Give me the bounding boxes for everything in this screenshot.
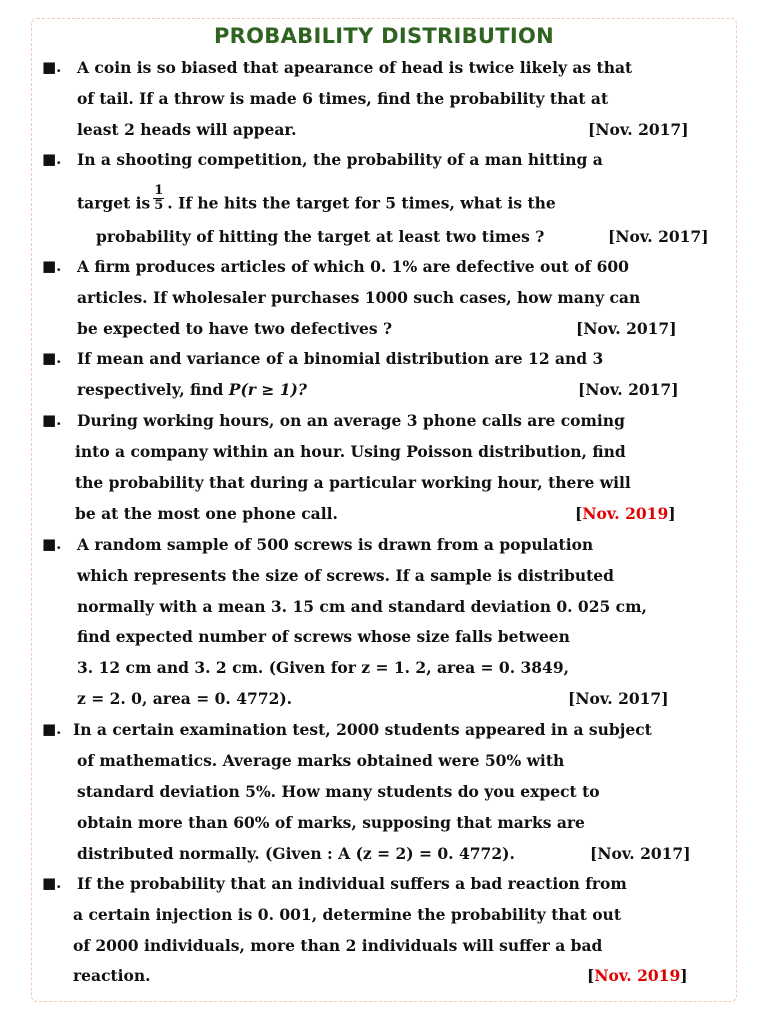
- bullet-icon: ■.: [42, 150, 62, 168]
- exam-reference: [Nov. 2017]: [568, 689, 669, 708]
- question-text: In a certain examination test, 2000 students appeared in a subject: [73, 720, 652, 739]
- question-2: [0, 150, 768, 181]
- ref-year-highlight: Nov. 2019: [582, 504, 669, 523]
- question-3-line-2: [0, 288, 768, 319]
- question-text: A random sample of 500 screws is drawn from a population: [77, 535, 594, 554]
- fraction-numerator: 1: [154, 183, 164, 198]
- bullet-icon: ■.: [42, 257, 62, 275]
- question-4-line-2: [0, 380, 768, 411]
- ref-bracket-open: [: [575, 504, 583, 523]
- question-6-line-6: [0, 689, 768, 720]
- bullet-icon: ■.: [42, 58, 62, 76]
- ref-bracket-close: ]: [680, 966, 688, 985]
- question-7-line-4: [0, 813, 768, 844]
- question-7-line-5: [0, 844, 768, 875]
- exam-reference: [Nov. 2017]: [590, 844, 691, 863]
- question-text: probability of hitting the target at least two times ?: [96, 227, 545, 246]
- question-text: If mean and variance of a binomial distribution are 12 and 3: [77, 349, 604, 368]
- question-6-line-3: [0, 597, 768, 628]
- question-text: normally with a mean 3. 15 cm and standard deviation 0. 025 cm,: [77, 597, 647, 616]
- bullet-icon: ■.: [42, 349, 62, 367]
- question-7-line-2: [0, 751, 768, 782]
- page-title: PROBABILITY DISTRIBUTION: [213, 24, 555, 48]
- question-text: a certain injection is 0. 001, determine the probability that out: [73, 905, 621, 924]
- math-expression: P(r ≥ 1)?: [228, 380, 307, 399]
- question-5: [0, 411, 768, 442]
- question-5-line-4: [0, 504, 768, 535]
- question-2-line-3: [0, 227, 768, 258]
- question-text-part: target is: [77, 193, 151, 213]
- exam-reference: [587, 966, 688, 985]
- ref-year-highlight: Nov. 2019: [594, 966, 681, 985]
- question-text: least 2 heads will appear.: [77, 120, 297, 139]
- question-text: z = 2. 0, area = 0. 4772).: [77, 689, 293, 708]
- exam-reference: [575, 504, 676, 523]
- question-6-line-4: [0, 627, 768, 658]
- question-6-line-2: [0, 566, 768, 597]
- question-text: [77, 380, 307, 399]
- question-text: the probability that during a particular working hour, there will: [75, 473, 631, 492]
- question-text: [77, 183, 556, 219]
- bullet-icon: ■.: [42, 411, 62, 429]
- fraction: [153, 184, 164, 213]
- question-text: distributed normally. (Given : A (z = 2) = 0. 4772).: [77, 844, 515, 863]
- bullet-icon: ■.: [42, 874, 62, 892]
- question-4: [0, 349, 768, 380]
- question-text: standard deviation 5%. How many students do you expect to: [77, 782, 600, 801]
- question-6: [0, 535, 768, 566]
- question-text: A firm produces articles of which 0. 1% are defective out of 600: [77, 257, 629, 276]
- exam-reference: [Nov. 2017]: [588, 120, 689, 139]
- question-text: During working hours, on an average 3 phone calls are coming: [77, 411, 625, 430]
- question-text: reaction.: [73, 966, 151, 985]
- question-text: 3. 12 cm and 3. 2 cm. (Given for z = 1. 2, area = 0. 3849,: [77, 658, 570, 677]
- question-8-line-4: [0, 966, 768, 997]
- question-8-line-3: [0, 936, 768, 967]
- question-text: In a shooting competition, the probability of a man hitting a: [77, 150, 603, 169]
- ref-bracket-close: ]: [668, 504, 676, 523]
- question-text: of 2000 individuals, more than 2 individuals will suffer a bad: [73, 936, 603, 955]
- question-3: [0, 257, 768, 288]
- question-1: [0, 58, 768, 89]
- question-3-line-3: [0, 319, 768, 350]
- question-text-part: respectively, find: [77, 380, 224, 399]
- question-text: of mathematics. Average marks obtained were 50% with: [77, 751, 565, 770]
- question-5-line-2: [0, 442, 768, 473]
- question-text: be expected to have two defectives ?: [77, 319, 393, 338]
- question-text: into a company within an hour. Using Poisson distribution, find: [75, 442, 626, 461]
- ref-bracket-open: [: [587, 966, 595, 985]
- question-2-line-2: [0, 183, 768, 226]
- question-1-line-2: [0, 89, 768, 120]
- question-text-part: . If he hits the target for 5 times, what is the: [167, 193, 556, 213]
- question-6-line-5: [0, 658, 768, 689]
- question-1-line-3: [0, 120, 768, 151]
- question-text: articles. If wholesaler purchases 1000 such cases, how many can: [77, 288, 641, 307]
- exam-reference: [Nov. 2017]: [576, 319, 677, 338]
- question-text: If the probability that an individual suffers a bad reaction from: [77, 874, 627, 893]
- question-text: find expected number of screws whose size falls between: [77, 627, 570, 646]
- question-text: of tail. If a throw is made 6 times, find the probability that at: [77, 89, 609, 108]
- question-text: obtain more than 60% of marks, supposing that marks are: [77, 813, 585, 832]
- question-8-line-2: [0, 905, 768, 936]
- question-text: A coin is so biased that apearance of head is twice likely as that: [77, 58, 633, 77]
- bullet-icon: ■.: [42, 720, 62, 738]
- question-5-line-3: [0, 473, 768, 504]
- question-7-line-3: [0, 782, 768, 813]
- question-8: [0, 874, 768, 905]
- exam-reference: [Nov. 2017]: [608, 227, 709, 246]
- question-7: [0, 720, 768, 751]
- fraction-denominator: 5: [154, 198, 164, 213]
- question-text: which represents the size of screws. If a sample is distributed: [77, 566, 615, 585]
- question-text: be at the most one phone call.: [75, 504, 338, 523]
- exam-reference: [Nov. 2017]: [578, 380, 679, 399]
- bullet-icon: ■.: [42, 535, 62, 553]
